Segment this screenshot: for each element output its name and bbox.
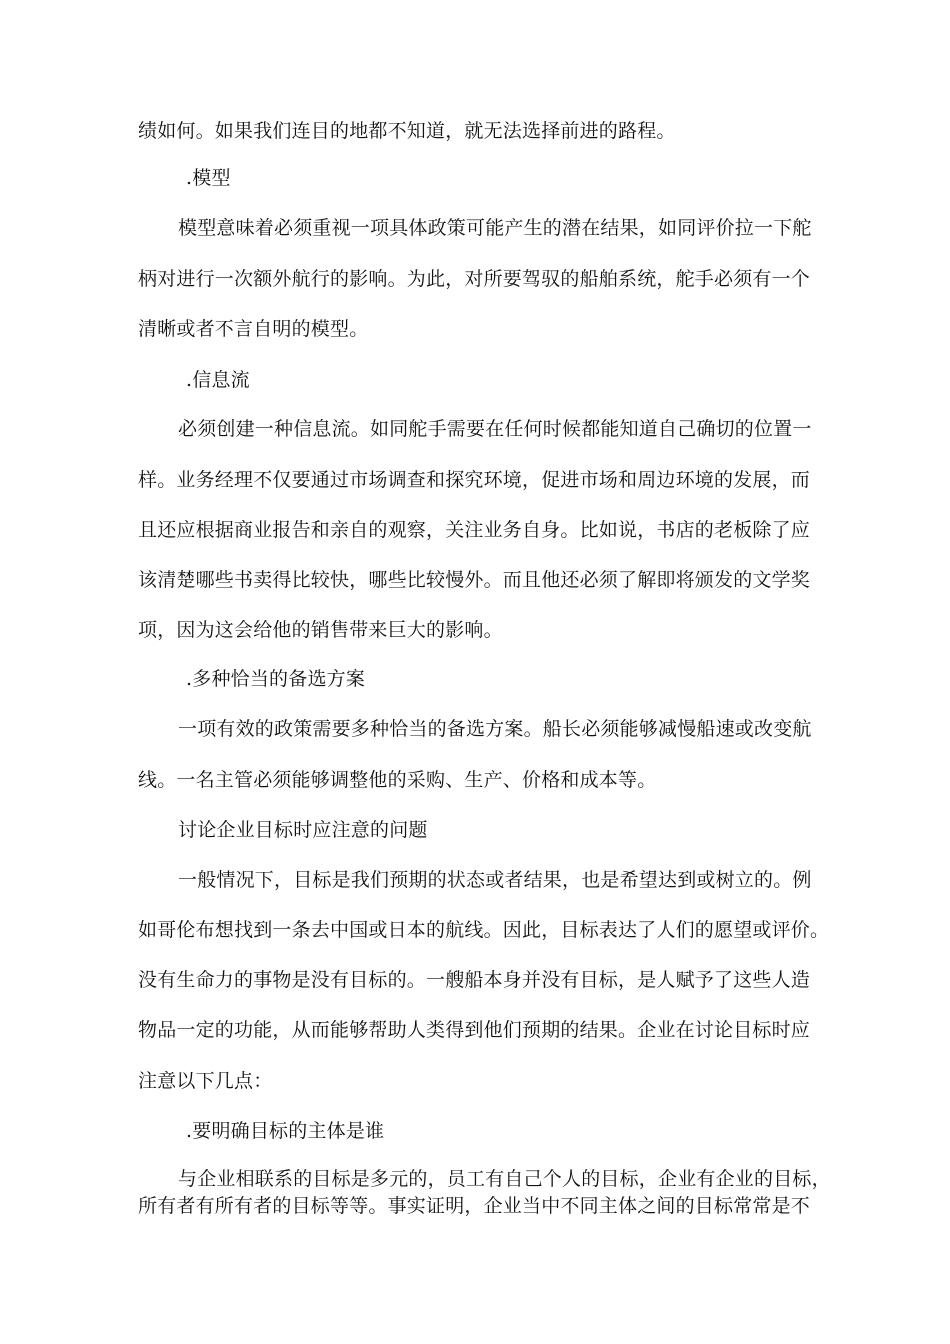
- paragraph-line: 样。业务经理不仅要通过市场调查和探究环境，促进市场和周边环境的发展，而: [138, 469, 811, 491]
- paragraph-line: 所有者有所有者的目标等等。事实证明，企业当中不同主体之间的目标常常是不: [138, 1195, 811, 1217]
- paragraph-line: 清晰或者不言自明的模型。: [138, 318, 369, 340]
- paragraph-line: 必须创建一种信息流。如同舵手需要在任何时候都能知道自己确切的位置一: [178, 418, 812, 440]
- section-heading-model: .模型: [186, 167, 231, 189]
- paragraph-line: 柄对进行一次额外航行的影响。为此，对所要驾驭的船舶系统，舵手必须有一个: [138, 268, 811, 290]
- paragraph-line: 该清楚哪些书卖得比较快，哪些比较慢外。而且他还必须了解即将颁发的文学奖: [138, 569, 811, 591]
- section-heading-goal-subject: .要明确目标的主体是谁: [186, 1120, 385, 1142]
- paragraph-line: 与企业相联系的目标是多元的，员工有自己个人的目标，企业有企业的目标，: [178, 1168, 831, 1190]
- paragraph-line: 一项有效的政策需要多种恰当的备选方案。船长必须能够减慢船速或改变航: [178, 718, 812, 740]
- paragraph-line: 一般情况下，目标是我们预期的状态或者结果，也是希望达到或树立的。例: [178, 869, 812, 891]
- section-heading-alternatives: .多种恰当的备选方案: [186, 668, 366, 690]
- paragraph-line: 物品一定的功能，从而能够帮助人类得到他们预期的结果。企业在讨论目标时应: [138, 1019, 811, 1041]
- paragraph-line: 如哥伦布想找到一条去中国或日本的航线。因此，目标表达了人们的愿望或评价。: [138, 919, 830, 941]
- paragraph-line: 注意以下几点：: [138, 1070, 273, 1092]
- paragraph-line: 没有生命力的事物是没有目标的。一艘船本身并没有目标，是人赋予了这些人造: [138, 969, 811, 991]
- paragraph-line: 且还应根据商业报告和亲自的观察，关注业务自身。比如说，书店的老板除了应: [138, 519, 811, 541]
- section-heading-goal-issues: 讨论企业目标时应注意的问题: [178, 819, 428, 841]
- paragraph-line: 模型意味着必须重视一项具体政策可能产生的潜在结果，如同评价拉一下舵: [178, 217, 812, 239]
- section-heading-information-flow: .信息流: [186, 369, 250, 391]
- paragraph-line: 线。一名主管必须能够调整他的采购、生产、价格和成本等。: [138, 769, 657, 791]
- paragraph-line: 绩如何。如果我们连目的地都不知道，就无法选择前进的路程。: [138, 120, 676, 142]
- paragraph-line: 项，因为这会给他的销售带来巨大的影响。: [138, 619, 503, 641]
